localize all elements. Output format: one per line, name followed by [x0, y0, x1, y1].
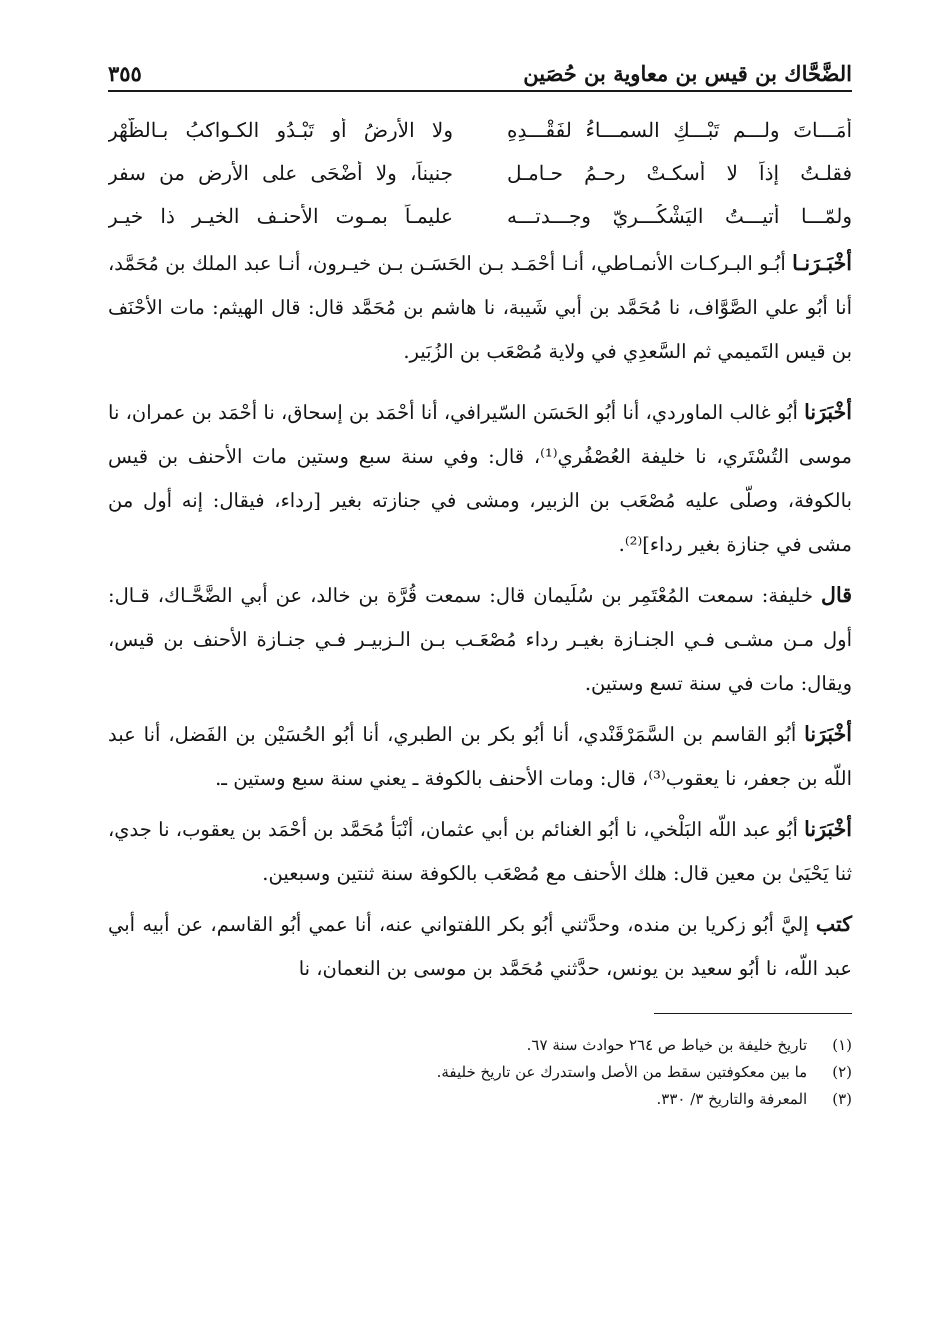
verse-line	[108, 108, 852, 151]
footnote-text: المعرفة والتاريخ ٣/ ٣٣٠.	[656, 1090, 808, 1108]
paragraph	[108, 712, 852, 801]
paragraph-text: إليَّ أبُو زكريا بن منده، وحدَّثني أبُو بكر اللفتواني عنه، أنا عمي أبُو القاسم، عن أبيه أبي عبد اللّه، نا أبُو سعيد بن يونس، حدَّثني مُحَمَّد بن موسى بن النعمان، نا	[108, 913, 852, 980]
page	[108, 52, 852, 1292]
verse-second-hemistich: عليمـاً بمـوت الأحنـف الخيـر ذا خيـر	[108, 203, 453, 228]
footnote-text: ما بين معكوفتين سقط من الأصل واستدرك عن تاريخ خليفة.	[436, 1063, 808, 1081]
footnotes	[108, 1032, 852, 1113]
paragraph-text: أبُو عبد اللّه البَلْخي، نا أبُو الغنائم بن أبي عثمان، أنْبَأ مُحَمَّد بن أحْمَد بن يعقوب، نا جدي، ثنا يَحْيَىٰ بن معين قال: هلك الأحنف مع مُصْعَب بالكوفة سنة ثنتين وسبعين.	[108, 818, 852, 885]
footnote	[108, 1086, 852, 1113]
verse-line	[108, 194, 852, 237]
paragraph-lead-word: أخْبَرَنا	[804, 400, 852, 424]
verse-first-hemistich: أمَـــاتَ ولـــم تَبْـــكِ السمـــاءُ لفَقْـــدِهِ	[507, 117, 852, 142]
page-number: ٣٥٥	[108, 61, 142, 86]
paragraph-lead-word: كتب	[815, 912, 852, 936]
footnote	[108, 1032, 852, 1059]
paragraph	[108, 390, 852, 567]
paragraph-text: أبُو غالب الماوردي، أنا أبُو الحَسَن السّيرافي، أنا أحْمَد بن إسحاق، نا أحْمَد بن عمران، نا موسى التُسْتَري، نا خليفة العُصْفُري⁽¹⁾، قال: وفي سنة سبع وستين مات الأحنف بن قيس بالكوفة، وصلّى عليه مُصْعَب بن الزبير، ومشى في جنازته بغير [رداء، فيقال: إنه أول من مشى في جنازة بغير رداء]⁽²⁾.	[108, 401, 852, 556]
footnote-number: (١)	[832, 1036, 852, 1054]
paragraph	[108, 807, 852, 896]
page-header	[108, 52, 852, 92]
verse-first-hemistich: ولمّـــا أتيـــتُ اليَشْكُـــريّ وجـــدتـــه	[507, 203, 852, 228]
paragraph-lead-word: أخْبَرَنا	[804, 817, 852, 841]
footnote-number: (٢)	[832, 1063, 852, 1081]
footnote-number: (٣)	[832, 1090, 852, 1108]
paragraph-lead-word: قال	[821, 583, 852, 607]
footnote	[108, 1059, 852, 1086]
paragraph	[108, 902, 852, 991]
verse-first-hemistich: فقلـتُ إذاً لا أسكـتْ رحـمُ حـامـلِ	[507, 160, 852, 185]
paragraph-text: أبُو القاسم بن السَّمَرْقَنْدي، أنا أبُو بكر بن الطبري، أنا أبُو الحُسَيْن بن الفَضل، أنا عبد اللّه بن جعفر، نا يعقوب⁽³⁾، قال: ومات الأحنف بالكوفة ـ يعني سنة سبع وستين ـ.	[108, 723, 852, 790]
paragraph-lead-word: أخْبَرَنا	[804, 722, 852, 746]
body-text	[108, 241, 852, 991]
footnote-text: تاريخ خليفة بن خياط ص ٢٦٤ حوادث سنة ٦٧.	[526, 1036, 808, 1054]
paragraph	[108, 241, 852, 374]
running-title: الضَّحَّاك بن قيس بن معاوية بن حُصَين	[523, 61, 852, 86]
footnote-divider	[654, 1013, 852, 1014]
verse-second-hemistich: ولا الأرضُ أو تَبْـدُو الكـواكبُ بـالظُّهْرِ	[108, 117, 453, 142]
verse-second-hemistich: جنيناً، ولا أضْحَى على الأرض من سفر	[108, 160, 453, 185]
paragraph	[108, 573, 852, 706]
paragraph-lead-word: أخْبَـرَنـا	[792, 251, 852, 275]
verse-line	[108, 151, 852, 194]
paragraph-text: أبُـو البـركـات الأنمـاطي، أنـا أحْمَـد بـن الحَسَـن بـن خيـرون، أنـا عبد الملك بن مُحَمَّد، أنا أبُو علي الصَّوَّاف، نا مُحَمَّد بن أبي شَيبة، نا هاشم بن مُحَمَّد قال: قال الهيثم: مات الأحْنَف بن قيس التَميمي ثم السَّعدِي في ولاية مُصْعَب بن الزُبَير.	[108, 252, 852, 363]
poem-verses	[108, 108, 852, 237]
paragraph-text: خليفة: سمعت المُعْتَمِر بن سُلَيمان قال: سمعت قُرَّة بن خالد، عن أبي الضَّحَّـاك، قـال: أول مـن مشـى فـي الجنـازة بغيـر رداء مُصْعَـب بـن الـزبيـر فـي جنـازة الأحنف بن قيس، ويقال: مات في سنة تسع وستين.	[108, 584, 852, 695]
